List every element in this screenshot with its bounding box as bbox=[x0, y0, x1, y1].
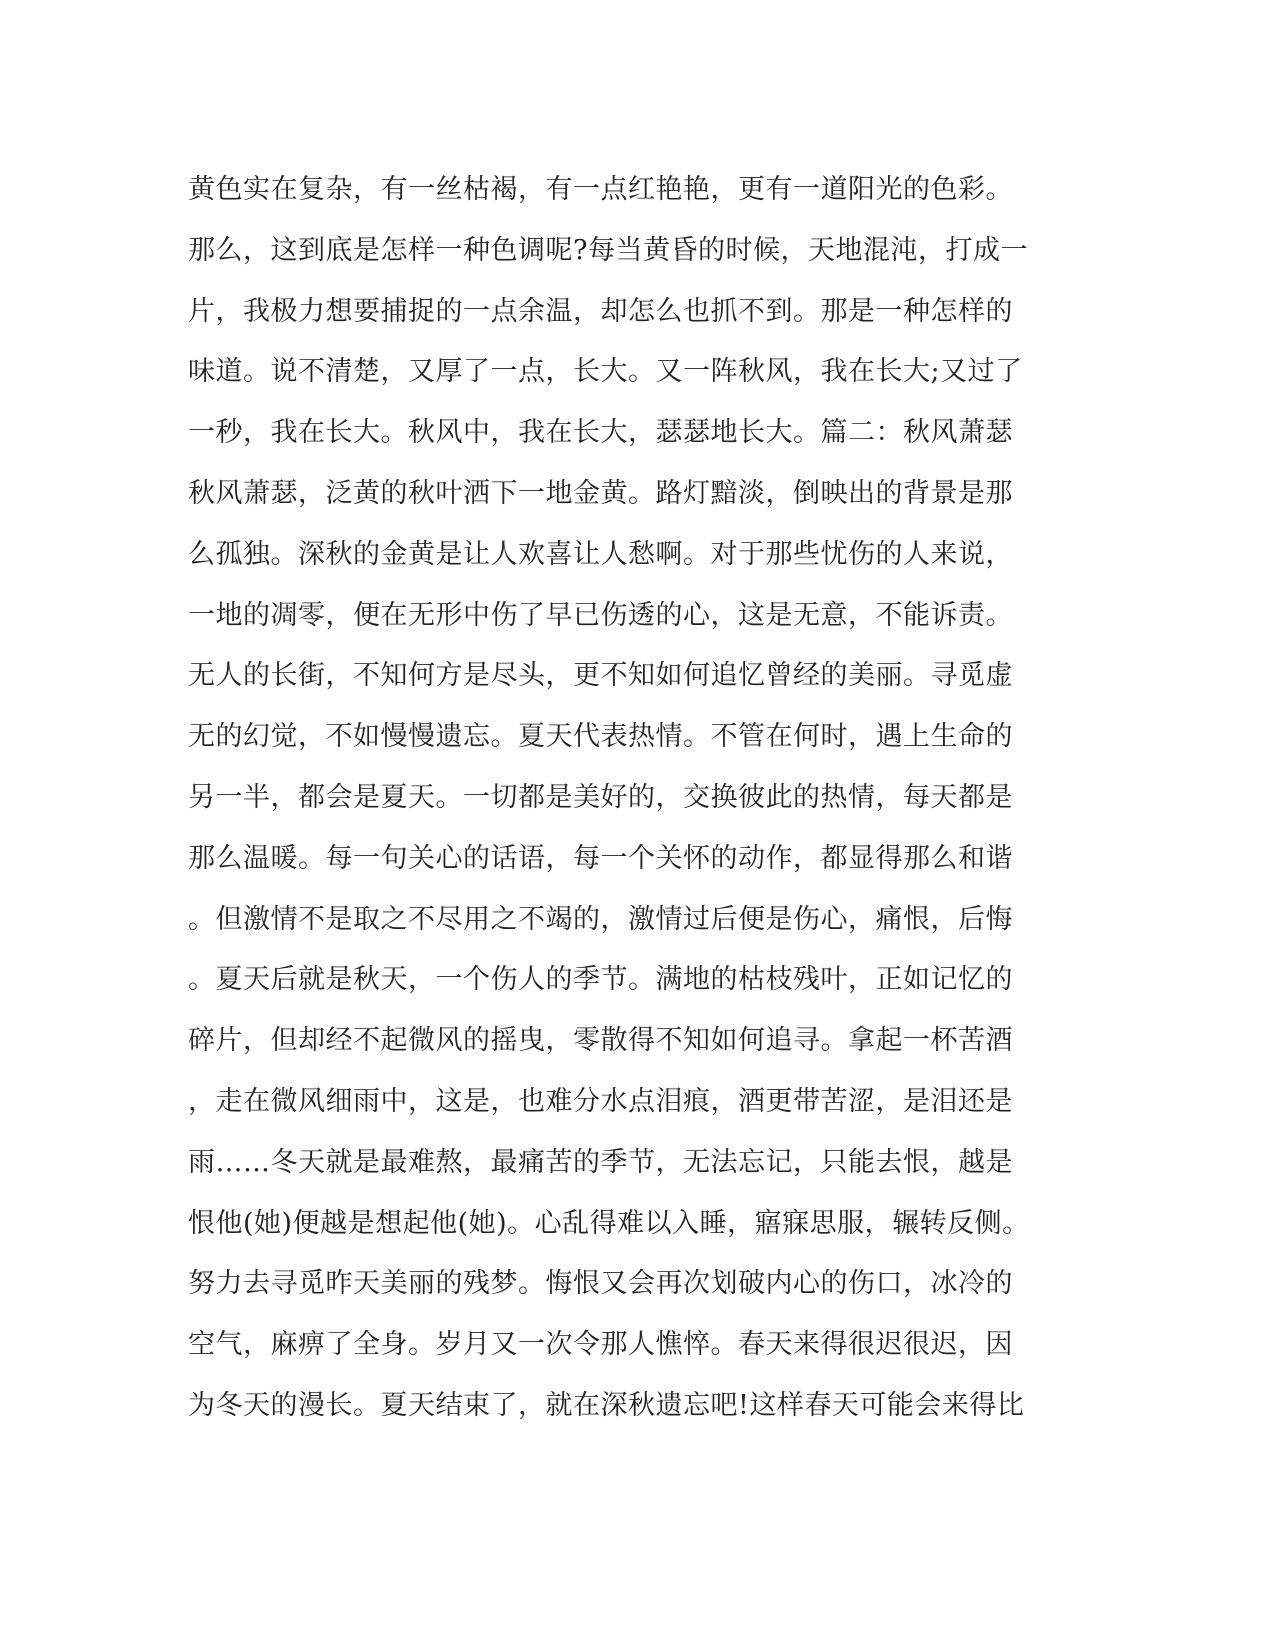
text-line: 空气，麻痹了全身。岁月又一次令那人憔悴。春天来得很迟很迟，因 bbox=[188, 1329, 1013, 1361]
text-line: 黄色实在复杂，有一丝枯褐，有一点红艳艳，更有一道阳光的色彩。 bbox=[188, 174, 1013, 205]
text-line: 无人的长街，不知何方是尽头，更不知如何追忆曾经的美丽。寻觅虚 bbox=[188, 660, 1013, 692]
text-line: 味道。说不清楚，又厚了一点，长大。又一阵秋风，我在长大;又过了 bbox=[188, 356, 1023, 388]
text-line: 碎片，但却经不起微风的摇曳，零散得不知如何追寻。拿起一杯苦酒 bbox=[188, 1025, 1013, 1057]
text-line: 无的幻觉，不如慢慢遗忘。夏天代表热情。不管在何时，遇上生命的 bbox=[188, 721, 1013, 753]
text-line: 那么温暖。每一句关心的话语，每一个关怀的动作，都显得那么和谐 bbox=[188, 842, 1013, 874]
text-line: 雨……冬天就是最难熬，最痛苦的季节，无法忘记，只能去恨，越是 bbox=[188, 1146, 1013, 1178]
text-line: 一地的凋零，便在无形中伤了早已伤透的心，这是无意，不能诉责。 bbox=[188, 599, 1013, 631]
text-line: 那么，这到底是怎样一种色调呢?每当黄昏的时候，天地混沌，打成一 bbox=[188, 234, 1028, 266]
text-line: 为冬天的漫长。夏天结束了，就在深秋遗忘吧!这样春天可能会来得比 bbox=[188, 1389, 1025, 1421]
text-line: ，走在微风细雨中，这是，也难分水点泪痕，酒更带苦涩，是泪还是 bbox=[188, 1085, 1013, 1117]
body-text bbox=[188, 160, 1088, 1437]
text-line: 。但激情不是取之不尽用之不竭的，激情过后便是伤心，痛恨，后悔 bbox=[188, 903, 1013, 935]
text-line: 努力去寻觅昨天美丽的残梦。悔恨又会再次划破内心的伤口，冰冷的 bbox=[188, 1268, 1013, 1300]
text-line: 一秒，我在长大。秋风中，我在长大，瑟瑟地长大。篇二：秋风萧瑟 bbox=[188, 417, 1013, 449]
text-line: 恨他(她)便越是想起他(她)。心乱得难以入睡，寤寐思服，辗转反侧。 bbox=[188, 1207, 1030, 1239]
text-line: 另一半，都会是夏天。一切都是美好的，交换彼此的热情，每天都是 bbox=[188, 781, 1013, 813]
text-line: 片，我极力想要捕捉的一点余温，却怎么也抓不到。那是一种怎样的 bbox=[188, 295, 1013, 327]
text-line: 么孤独。深秋的金黄是让人欢喜让人愁啊。对于那些忧伤的人来说， bbox=[188, 538, 1013, 570]
text-line: 秋风萧瑟，泛黄的秋叶洒下一地金黄。路灯黯淡，倒映出的背景是那 bbox=[188, 477, 1013, 509]
text-line: 。夏天后就是秋天，一个伤人的季节。满地的枯枝残叶，正如记忆的 bbox=[188, 964, 1013, 996]
